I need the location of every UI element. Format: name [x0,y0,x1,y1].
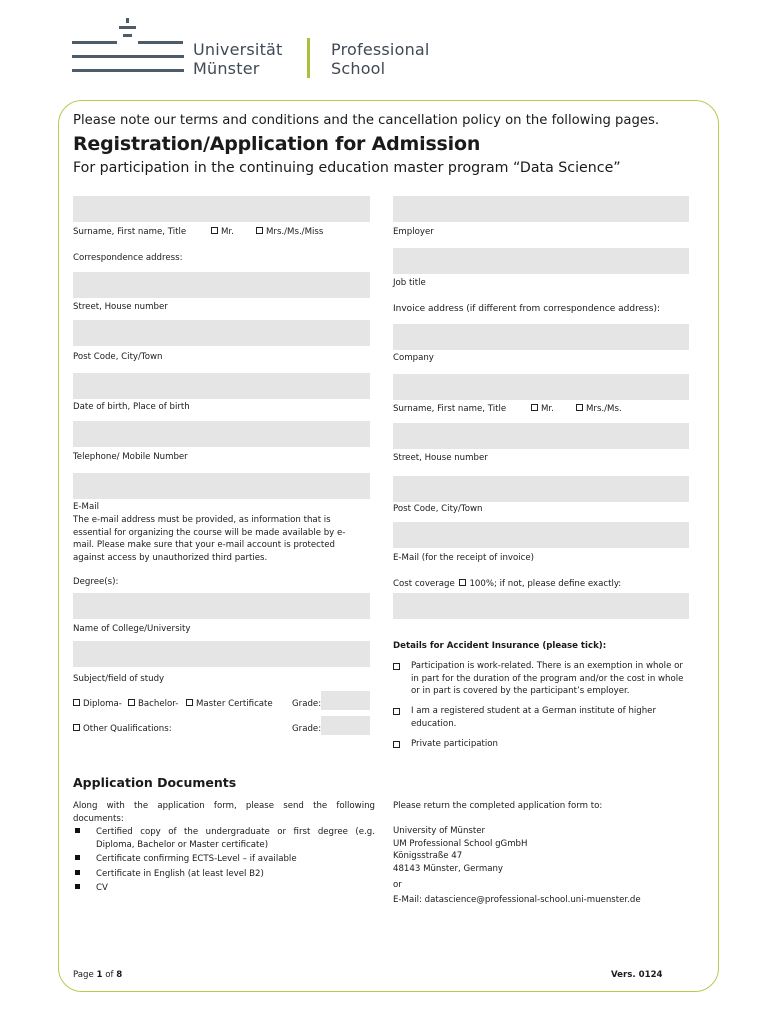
company-input[interactable] [393,324,689,350]
email-input[interactable] [73,473,370,499]
university-logo [72,16,184,76]
accident-option-3-text: Private participation [411,739,498,749]
email-note: The e-mail address must be provided, as information that is essential for organizing the course will be made available by e-mail. Please make sure that your e-mail account is protected against access by unauthorized third parties. [73,515,346,563]
invoice-mrs-checkbox[interactable] [576,404,583,411]
document-item-4: CV [96,883,108,893]
invoice-email-label: E-Mail (for the receipt of invoice) [393,553,534,563]
degrees-label: Degree(s): [73,577,119,587]
bullet-icon [75,884,80,889]
page-subtitle: For participation in the continuing education master program “Data Science” [73,160,621,176]
university-name [193,40,283,78]
job-title-label: Job title [393,278,426,288]
logo-divider [307,38,310,78]
invoice-email-input[interactable] [393,522,689,548]
page-current: 1 [96,970,103,980]
phone-input[interactable] [73,421,370,447]
address-line-3: Königsstraße 47 [393,851,463,862]
accident-option-2-checkbox[interactable] [393,708,400,715]
page-total: 8 [116,970,123,980]
other-option[interactable] [73,724,172,734]
mrs-checkbox[interactable] [256,227,263,234]
address-line-2: UM Professional School gGmbH [393,838,528,849]
postcode-input[interactable] [73,320,370,346]
version-label: Vers. 0124 [611,970,663,980]
master-text: Master Certificate [196,699,273,709]
school-name [331,40,430,78]
accident-option-1-checkbox[interactable] [393,663,400,670]
invoice-surname-label: Surname, First name, Title [393,404,507,414]
cost-coverage-detail: 100%; if not, please define exactly: [469,579,622,589]
cost-coverage-input[interactable] [393,593,689,619]
documents-title: Application Documents [73,775,237,790]
accident-insurance-title: Details for Accident Insurance (please tick): [393,641,607,651]
mr-checkbox[interactable] [211,227,218,234]
document-item-1: Certified copy of the undergraduate or first degree (e.g. Diploma, Bachelor or Master certificate) [96,827,375,850]
bachelor-checkbox[interactable] [128,699,135,706]
invoice-mrs-text: Mrs./Ms. [586,404,622,414]
accident-option-3-checkbox[interactable] [393,741,400,748]
invoice-postcode-input[interactable] [393,476,689,502]
invoice-mr-text: Mr. [541,404,554,414]
master-option[interactable] [186,699,273,709]
other-text: Other Qualifications: [83,724,172,734]
page-prefix: Page [73,970,97,980]
invoice-mr-option[interactable] [531,404,554,414]
invoice-street-input[interactable] [393,423,689,449]
grade-input-2[interactable] [321,716,370,735]
invoice-street-label: Street, House number [393,453,488,463]
mr-option[interactable] [211,227,234,237]
subject-input[interactable] [73,641,370,667]
bachelor-text: Bachelor- [138,699,179,709]
documents-intro: Along with the application form, please send the following documents: [73,801,375,824]
subject-label: Subject/field of study [73,674,165,684]
address-line-1: University of Münster [393,826,486,836]
street-input[interactable] [73,272,370,298]
invoice-label: Invoice address (if different from correspondence address): [393,304,661,314]
cost-100-checkbox[interactable] [459,579,466,586]
job-title-input[interactable] [393,248,689,274]
return-address [393,825,527,875]
document-item-3: Certificate in English (at least level B2) [96,869,264,879]
terms-note: Please note our terms and conditions and the cancellation policy on the following pages. [73,113,660,128]
return-email: E-Mail: datascience@professional-school.uni-muenster.de [393,895,641,905]
school-line1: Professional [331,40,430,59]
postcode-label: Post Code, City/Town [73,352,163,362]
page-number [73,970,122,980]
bachelor-option[interactable] [128,699,178,709]
street-label: Street, House number [73,302,168,312]
surname-input[interactable] [73,196,370,222]
correspondence-label: Correspondence address: [73,253,183,263]
dob-label: Date of birth, Place of birth [73,402,190,412]
phone-label: Telephone/ Mobile Number [73,452,188,462]
invoice-postcode-label: Post Code, City/Town [393,504,483,514]
invoice-mrs-option[interactable] [576,404,622,414]
bullet-icon [75,855,80,860]
university-line1: Universität [193,40,283,59]
college-label: Name of College/University [73,624,191,634]
diploma-text: Diploma- [83,699,122,709]
other-checkbox[interactable] [73,724,80,731]
employer-input[interactable] [393,196,689,222]
company-label: Company [393,353,434,363]
return-intro: Please return the completed application form to: [393,801,603,811]
diploma-checkbox[interactable] [73,699,80,706]
surname-label: Surname, First name, Title [73,227,187,237]
accident-option-1-text: Participation is work-related. There is an exemption in whole or in part for the duration of the program and/or the cost in whole or in part is covered by the participant’s employer. [411,661,684,697]
school-line2: School [331,59,386,78]
grade-input-1[interactable] [321,691,370,710]
mrs-text: Mrs./Ms./Miss [266,227,324,237]
mr-text: Mr. [221,227,234,237]
page-of: of [102,970,117,980]
grade-label-1: Grade: [292,699,322,709]
page-title: Registration/Application for Admission [73,133,481,155]
cost-coverage-label [393,579,621,589]
bullet-icon [75,870,80,875]
mrs-option[interactable] [256,227,323,237]
address-line-4: 48143 Münster, Germany [393,863,504,874]
cost-coverage-text: Cost coverage [393,579,455,589]
university-line2: Münster [193,59,260,78]
grade-label-2: Grade: [292,724,322,734]
return-or: or [393,880,402,890]
document-item-2: Certificate confirming ECTS-Level – if available [96,854,297,864]
dob-input[interactable] [73,373,370,399]
accident-option-2-text: I am a registered student at a German institute of higher education. [411,706,656,729]
email-label: E-Mail [73,502,99,512]
master-checkbox[interactable] [186,699,193,706]
invoice-mr-checkbox[interactable] [531,404,538,411]
employer-label: Employer [393,227,434,237]
invoice-surname-input[interactable] [393,374,689,400]
diploma-option[interactable] [73,699,122,709]
bullet-icon [75,828,80,833]
college-input[interactable] [73,593,370,619]
